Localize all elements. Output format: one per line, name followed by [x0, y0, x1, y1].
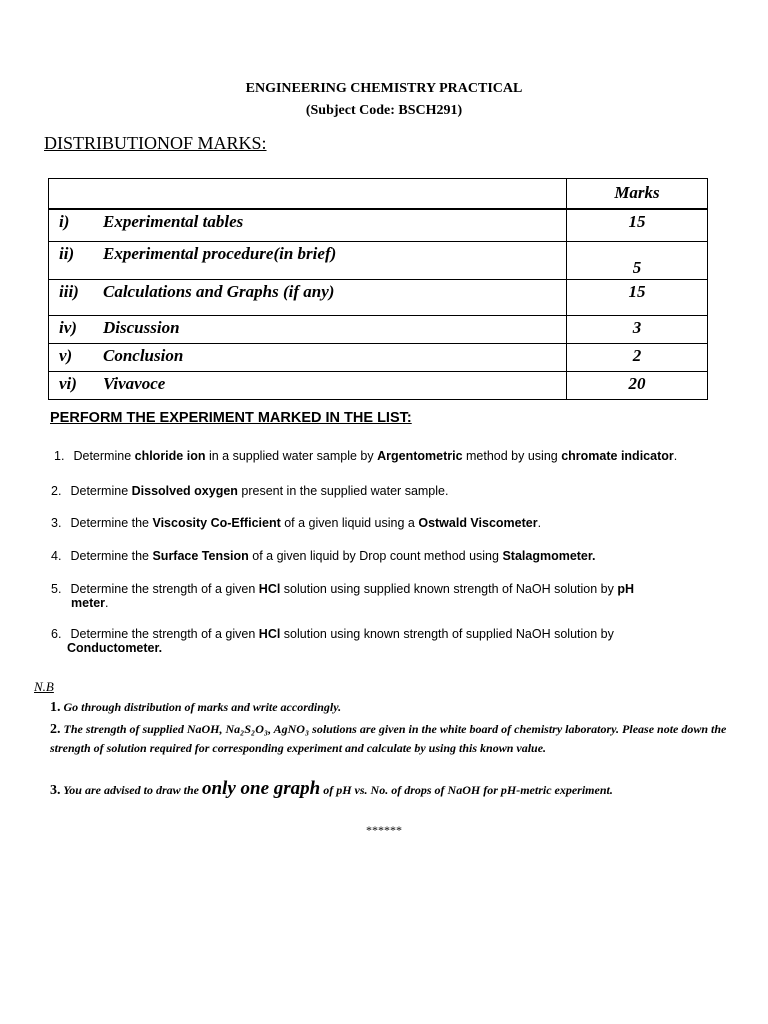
distribution-heading: DISTRIBUTIONOF MARKS: — [44, 133, 267, 153]
table-row — [49, 242, 708, 280]
row-marks: 5 — [567, 242, 708, 280]
marks-column-header: Marks — [567, 179, 708, 209]
list-item: 4. Determine the Surface Tension of a given liquid by Drop count method using Stalagmometer. — [51, 549, 596, 563]
row-item: Experimental procedure(in brief) — [103, 244, 337, 263]
note-item: 3. You are advised to draw the only one graph of pH vs. No. of drops of NaOH for pH-metric experiment. — [50, 778, 613, 799]
row-marks: 15 — [567, 280, 708, 316]
table-row — [49, 344, 708, 372]
table-header-row — [49, 179, 708, 209]
row-marks: 3 — [567, 316, 708, 344]
experiments-heading: PERFORM THE EXPERIMENT MARKED IN THE LIST: — [50, 410, 412, 426]
document-title: ENGINEERING CHEMISTRY PRACTICAL — [245, 81, 523, 96]
note-item: 2. The strength of supplied NaOH, Na₂S₂O₃, AgNO₃ solutions are given in the white board of chemistry laboratory. Please note down the strength of solution required for corresponding experiment and calculate by using this known value. — [50, 722, 727, 755]
row-number: iii) — [59, 282, 79, 301]
row-number: i) — [59, 211, 70, 231]
row-item: Discussion — [103, 318, 180, 337]
list-item: 5. Determine the strength of a given HCl solution using supplied known strength of NaOH solution by pH meter. — [51, 582, 634, 610]
marks-table — [48, 178, 708, 400]
row-marks: 2 — [567, 344, 708, 372]
row-number: ii) — [59, 244, 75, 263]
row-number: iv) — [59, 318, 77, 337]
end-marker: ****** — [366, 823, 402, 837]
row-marks: 20 — [567, 372, 708, 400]
row-item: Conclusion — [103, 346, 184, 365]
row-item: Calculations and Graphs (if any) — [103, 282, 335, 301]
table-row — [49, 280, 708, 316]
row-marks: 15 — [567, 209, 708, 242]
row-number: vi) — [59, 374, 77, 393]
header-blank-cell — [49, 179, 567, 209]
table-row — [49, 372, 708, 400]
nb-label: N.B — [34, 679, 54, 694]
list-item: 2. Determine Dissolved oxygen present in the supplied water sample. — [51, 484, 449, 498]
subject-code: (Subject Code: BSCH291) — [305, 103, 463, 118]
list-item: 3. Determine the Viscosity Co-Efficient of a given liquid using a Ostwald Viscometer. — [51, 516, 542, 530]
table-row — [49, 209, 708, 242]
row-number: v) — [59, 346, 73, 365]
row-item: Vivavoce — [103, 374, 166, 393]
note-item: 1. Go through distribution of marks and write accordingly. — [50, 700, 342, 715]
row-item: Experimental tables — [103, 211, 244, 231]
table-row — [49, 316, 708, 344]
list-item: 6. Determine the strength of a given HCl solution using known strength of supplied NaOH solution by Conductometer. — [51, 627, 614, 655]
list-item: 1. Determine chloride ion in a supplied water sample by Argentometric method by using chromate indicator. — [54, 449, 678, 463]
